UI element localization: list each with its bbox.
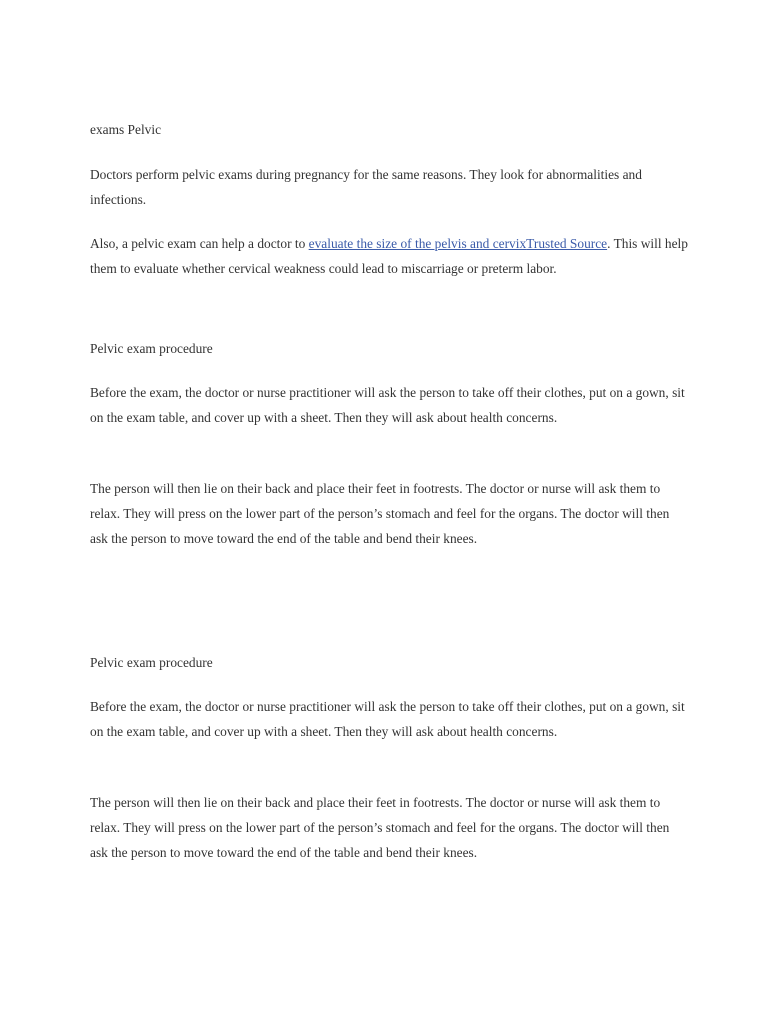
section-2-paragraph-1: Before the exam, the doctor or nurse practitioner will ask the person to take off their clothes, put on a gown, sit on the exam table, and cover up with a sheet. Then they will ask about health concerns. [90, 699, 685, 739]
section-1-paragraph-1: Before the exam, the doctor or nurse practitioner will ask the person to take off their clothes, put on a gown, sit on the exam table, and cover up with a sheet. Then they will ask about health concerns. [90, 385, 685, 425]
document-title: exams Pelvic [90, 122, 162, 137]
cervix-paragraph-lead: Also, a pelvic exam can help a doctor to [90, 236, 309, 251]
section-2-paragraph-2: The person will then lie on their back and place their feet in footrests. The doctor or nurse will ask them to relax. They will press on the lower part of the person’s stomach and feel for the organs. The doctor will then ask the person to move toward the end of the table and bend their knees. [90, 795, 670, 860]
section-1-paragraph-2: The person will then lie on their back and place their feet in footrests. The doctor or nurse will ask them to relax. They will press on the lower part of the person’s stomach and feel for the organs. The doctor will then ask the person to move toward the end of the table and bend their knees. [90, 481, 670, 546]
cervix-paragraph [90, 231, 690, 281]
trusted-source-link[interactable]: Trusted Source [526, 236, 608, 251]
section-1-heading: Pelvic exam procedure [90, 341, 213, 356]
intro-paragraph: Doctors perform pelvic exams during pregnancy for the same reasons. They look for abnormalities and infections. [90, 167, 642, 207]
cervix-paragraph-tail: . This will help them to evaluate whether cervical weakness could lead to miscarriage or preterm labor. [90, 236, 688, 276]
section-2-heading: Pelvic exam procedure [90, 655, 213, 670]
pelvis-cervix-link[interactable]: evaluate the size of the pelvis and cervix [308, 236, 527, 251]
